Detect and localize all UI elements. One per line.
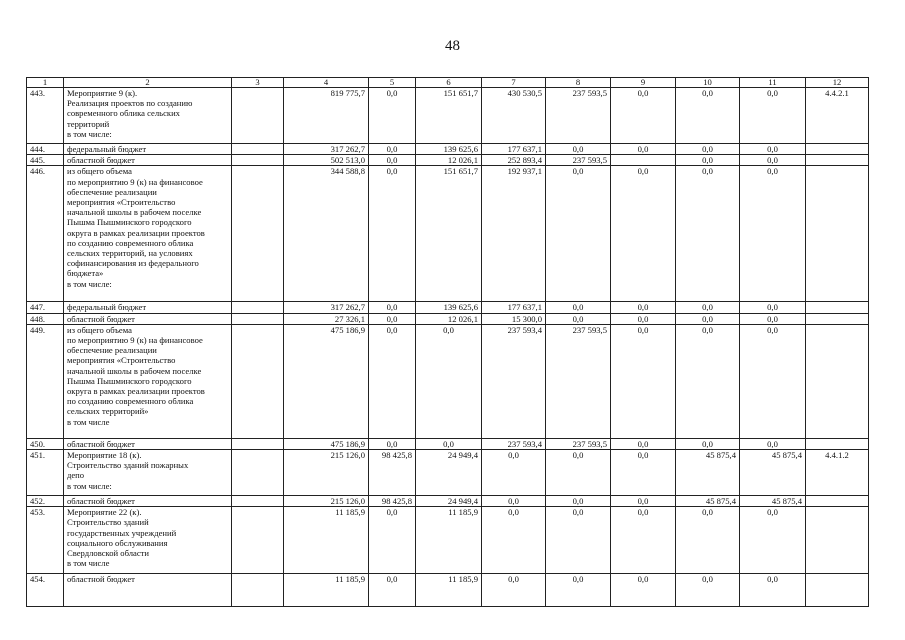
amount-cell-5: 0,0 — [369, 313, 416, 324]
amount-cell-10: 45 875,4 — [676, 496, 740, 507]
amount-cell-11: 0,0 — [740, 438, 806, 449]
amount-cell-7: 15 300,0 — [482, 313, 546, 324]
target-code-cell — [806, 155, 869, 166]
row-description-cell: из общего объема по мероприятию 9 (к) на финансовое обеспечение реализации мероприятия «Строительство начальной школы в рабочем поселке Пышма Пышминского городского округа в рамках реализации проектов по созданию современного облика сельских территорий» в том числе — [64, 324, 232, 438]
amount-cell-6: 151 651,7 — [416, 166, 482, 302]
amount-cell-5: 98 425,8 — [369, 450, 416, 496]
amount-cell-4: 317 262,7 — [284, 144, 369, 155]
amount-cell-6: 24 949,4 — [416, 496, 482, 507]
target-code-cell — [806, 507, 869, 574]
amount-cell-4: 502 513,0 — [284, 155, 369, 166]
amount-cell-9: 0,0 — [611, 324, 676, 438]
amount-cell-7: 0,0 — [482, 496, 546, 507]
amount-cell-7: 0,0 — [482, 450, 546, 496]
column-header-10: 10 — [676, 78, 740, 88]
target-code-cell — [806, 313, 869, 324]
amount-cell-6: 0,0 — [416, 438, 482, 449]
amount-cell-8: 0,0 — [546, 313, 611, 324]
row-description-cell: областной бюджет — [64, 438, 232, 449]
amount-cell-10: 0,0 — [676, 324, 740, 438]
row-description-cell: областной бюджет — [64, 496, 232, 507]
amount-cell-5: 98 425,8 — [369, 496, 416, 507]
amount-cell-11: 45 875,4 — [740, 496, 806, 507]
amount-cell-9: 0,0 — [611, 166, 676, 302]
row-number-cell: 453. — [27, 507, 64, 574]
amount-cell-5: 0,0 — [369, 166, 416, 302]
amount-cell-10: 45 875,4 — [676, 450, 740, 496]
amount-cell-4: 11 185,9 — [284, 507, 369, 574]
row-description-cell: областной бюджет — [64, 574, 232, 607]
amount-cell-8: 0,0 — [546, 144, 611, 155]
amount-cell-9: 0,0 — [611, 574, 676, 607]
amount-cell-6: 12 026,1 — [416, 155, 482, 166]
amount-cell-9 — [611, 155, 676, 166]
table-row — [27, 507, 869, 574]
page-number: 48 — [445, 38, 460, 54]
row-number-cell: 452. — [27, 496, 64, 507]
column-header-7: 7 — [482, 78, 546, 88]
amount-cell-6: 12 026,1 — [416, 313, 482, 324]
amount-cell-5: 0,0 — [369, 144, 416, 155]
row-description-cell: Мероприятие 18 (к). Строительство зданий пожарных депо в том числе: — [64, 450, 232, 496]
table-row — [27, 313, 869, 324]
amount-cell-8: 237 593,5 — [546, 155, 611, 166]
amount-cell-9: 0,0 — [611, 88, 676, 144]
amount-cell-8: 0,0 — [546, 166, 611, 302]
table-row — [27, 450, 869, 496]
amount-cell-11: 0,0 — [740, 574, 806, 607]
column-3-cell — [232, 507, 284, 574]
column-3-cell — [232, 313, 284, 324]
column-3-cell — [232, 438, 284, 449]
amount-cell-9: 0,0 — [611, 507, 676, 574]
column-3-cell — [232, 302, 284, 313]
row-description-cell: федеральный бюджет — [64, 144, 232, 155]
amount-cell-8: 0,0 — [546, 574, 611, 607]
column-header-9: 9 — [611, 78, 676, 88]
amount-cell-6: 11 185,9 — [416, 574, 482, 607]
row-number-cell: 445. — [27, 155, 64, 166]
table-row — [27, 155, 869, 166]
amount-cell-11: 0,0 — [740, 166, 806, 302]
column-3-cell — [232, 574, 284, 607]
amount-cell-6: 0,0 — [416, 324, 482, 438]
table-row — [27, 144, 869, 155]
amount-cell-5: 0,0 — [369, 507, 416, 574]
amount-cell-4: 475 186,9 — [284, 324, 369, 438]
column-3-cell — [232, 88, 284, 144]
row-number-cell: 449. — [27, 324, 64, 438]
amount-cell-11: 0,0 — [740, 155, 806, 166]
amount-cell-5: 0,0 — [369, 574, 416, 607]
amount-cell-9: 0,0 — [611, 313, 676, 324]
amount-cell-8: 0,0 — [546, 450, 611, 496]
column-3-cell — [232, 155, 284, 166]
amount-cell-10: 0,0 — [676, 507, 740, 574]
amount-cell-8: 0,0 — [546, 302, 611, 313]
row-number-cell: 451. — [27, 450, 64, 496]
target-code-cell — [806, 166, 869, 302]
column-header-5: 5 — [369, 78, 416, 88]
amount-cell-10: 0,0 — [676, 88, 740, 144]
column-header-8: 8 — [546, 78, 611, 88]
table-row — [27, 88, 869, 144]
amount-cell-9: 0,0 — [611, 144, 676, 155]
row-number-cell: 446. — [27, 166, 64, 302]
row-description-cell: областной бюджет — [64, 155, 232, 166]
amount-cell-11: 0,0 — [740, 88, 806, 144]
column-header-11: 11 — [740, 78, 806, 88]
amount-cell-11: 0,0 — [740, 313, 806, 324]
amount-cell-9: 0,0 — [611, 450, 676, 496]
amount-cell-8: 237 593,5 — [546, 324, 611, 438]
target-code-cell — [806, 438, 869, 449]
column-header-4: 4 — [284, 78, 369, 88]
amount-cell-7: 177 637,1 — [482, 302, 546, 313]
amount-cell-9: 0,0 — [611, 496, 676, 507]
row-number-cell: 454. — [27, 574, 64, 607]
row-number-cell: 443. — [27, 88, 64, 144]
amount-cell-11: 0,0 — [740, 324, 806, 438]
amount-cell-10: 0,0 — [676, 144, 740, 155]
amount-cell-4: 344 588,8 — [284, 166, 369, 302]
header-row — [27, 78, 869, 88]
amount-cell-11: 0,0 — [740, 302, 806, 313]
column-3-cell — [232, 496, 284, 507]
amount-cell-7: 237 593,4 — [482, 438, 546, 449]
amount-cell-7: 430 530,5 — [482, 88, 546, 144]
amount-cell-5: 0,0 — [369, 88, 416, 144]
table-row — [27, 574, 869, 607]
amount-cell-10: 0,0 — [676, 574, 740, 607]
amount-cell-4: 11 185,9 — [284, 574, 369, 607]
target-code-cell: 4.4.2.1 — [806, 88, 869, 144]
amount-cell-4: 317 262,7 — [284, 302, 369, 313]
amount-cell-7: 0,0 — [482, 507, 546, 574]
row-description-cell: Мероприятие 22 (к). Строительство зданий государственных учреждений социального обслуживания Свердловской области в том числе — [64, 507, 232, 574]
table-row — [27, 302, 869, 313]
amount-cell-4: 215 126,0 — [284, 450, 369, 496]
column-header-12: 12 — [806, 78, 869, 88]
amount-cell-10: 0,0 — [676, 302, 740, 313]
amount-cell-4: 819 775,7 — [284, 88, 369, 144]
row-number-cell: 444. — [27, 144, 64, 155]
amount-cell-5: 0,0 — [369, 438, 416, 449]
amount-cell-5: 0,0 — [369, 155, 416, 166]
table-body — [27, 88, 869, 607]
amount-cell-8: 237 593,5 — [546, 88, 611, 144]
table-row — [27, 324, 869, 438]
amount-cell-10: 0,0 — [676, 438, 740, 449]
row-description-cell: областной бюджет — [64, 313, 232, 324]
row-description-cell: Мероприятие 9 (к). Реализация проектов по созданию современного облика сельских территорий в том числе: — [64, 88, 232, 144]
row-description-cell: из общего объема по мероприятию 9 (к) на финансовое обеспечение реализации мероприятия «Строительство начальной школы в рабочем поселке Пышма Пышминского городского округа в рамках реализации проектов по созданию современного облика сельских территорий, на условиях софинансирования из федерального бюджета» в том числе: — [64, 166, 232, 302]
amount-cell-11: 45 875,4 — [740, 450, 806, 496]
target-code-cell — [806, 324, 869, 438]
amount-cell-5: 0,0 — [369, 302, 416, 313]
amount-cell-11: 0,0 — [740, 144, 806, 155]
budget-table — [26, 77, 869, 607]
column-3-cell — [232, 144, 284, 155]
amount-cell-6: 11 185,9 — [416, 507, 482, 574]
target-code-cell — [806, 574, 869, 607]
row-description-cell: федеральный бюджет — [64, 302, 232, 313]
amount-cell-4: 475 186,9 — [284, 438, 369, 449]
column-3-cell — [232, 450, 284, 496]
amount-cell-9: 0,0 — [611, 438, 676, 449]
target-code-cell — [806, 496, 869, 507]
amount-cell-6: 151 651,7 — [416, 88, 482, 144]
row-number-cell: 447. — [27, 302, 64, 313]
table-row — [27, 166, 869, 302]
target-code-cell: 4.4.1.2 — [806, 450, 869, 496]
amount-cell-10: 0,0 — [676, 313, 740, 324]
amount-cell-8: 237 593,5 — [546, 438, 611, 449]
amount-cell-9: 0,0 — [611, 302, 676, 313]
row-number-cell: 450. — [27, 438, 64, 449]
table-row — [27, 496, 869, 507]
amount-cell-10: 0,0 — [676, 155, 740, 166]
amount-cell-5: 0,0 — [369, 324, 416, 438]
amount-cell-8: 0,0 — [546, 507, 611, 574]
amount-cell-10: 0,0 — [676, 166, 740, 302]
column-3-cell — [232, 324, 284, 438]
amount-cell-6: 24 949,4 — [416, 450, 482, 496]
amount-cell-6: 139 625,6 — [416, 302, 482, 313]
amount-cell-7: 177 637,1 — [482, 144, 546, 155]
row-number-cell: 448. — [27, 313, 64, 324]
column-3-cell — [232, 166, 284, 302]
target-code-cell — [806, 144, 869, 155]
column-header-6: 6 — [416, 78, 482, 88]
column-header-3: 3 — [232, 78, 284, 88]
amount-cell-7: 237 593,4 — [482, 324, 546, 438]
amount-cell-7: 252 893,4 — [482, 155, 546, 166]
column-header-2: 2 — [64, 78, 232, 88]
target-code-cell — [806, 302, 869, 313]
amount-cell-7: 0,0 — [482, 574, 546, 607]
amount-cell-8: 0,0 — [546, 496, 611, 507]
column-header-1: 1 — [27, 78, 64, 88]
amount-cell-6: 139 625,6 — [416, 144, 482, 155]
amount-cell-4: 27 326,1 — [284, 313, 369, 324]
table-row — [27, 438, 869, 449]
amount-cell-4: 215 126,0 — [284, 496, 369, 507]
amount-cell-11: 0,0 — [740, 507, 806, 574]
amount-cell-7: 192 937,1 — [482, 166, 546, 302]
